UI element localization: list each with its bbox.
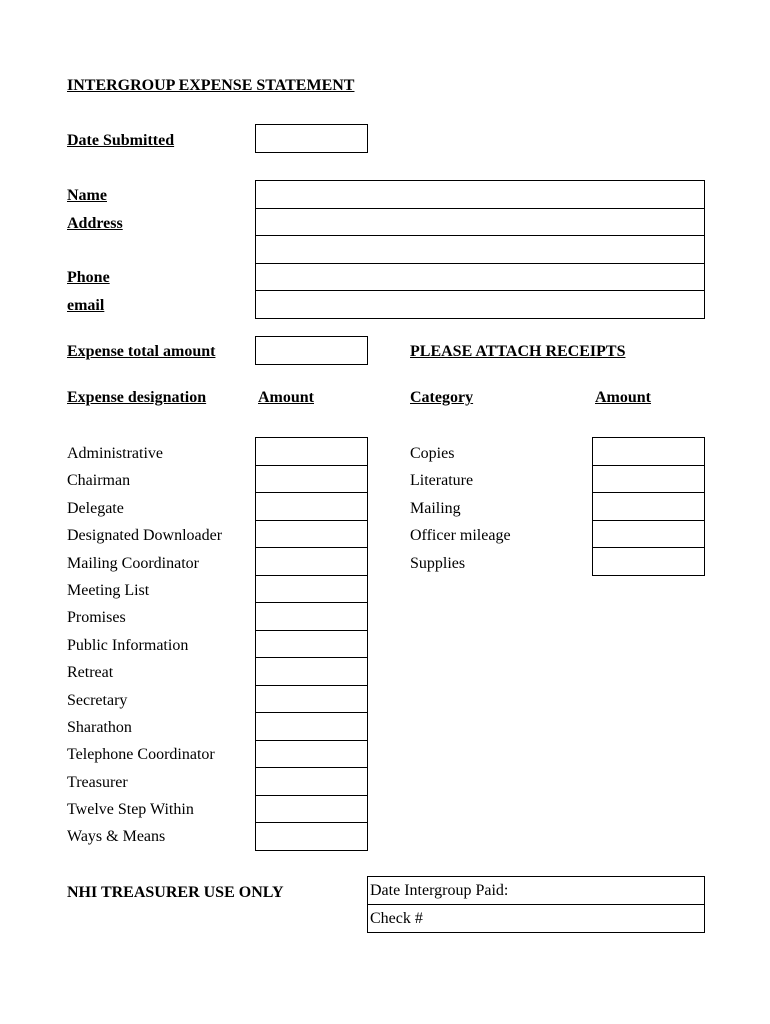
- amount-field[interactable]: [255, 795, 368, 824]
- list-item: Promises: [67, 609, 126, 627]
- designation-amount-header: Amount: [258, 389, 315, 406]
- expense-total-label: Expense total amount: [67, 343, 216, 360]
- date-submitted-label: Date Submitted: [67, 132, 175, 149]
- amount-field[interactable]: [255, 602, 368, 631]
- category-header: Category: [410, 389, 474, 406]
- date-intergroup-paid-field[interactable]: [367, 876, 705, 905]
- amount-field[interactable]: [255, 767, 368, 796]
- name-label: Name: [67, 187, 107, 204]
- category-amount-header: Amount: [595, 389, 652, 406]
- date-intergroup-paid-label: Date Intergroup Paid:: [370, 882, 509, 899]
- address-line-2-field[interactable]: [255, 235, 705, 264]
- amount-field[interactable]: [255, 822, 368, 851]
- email-label: email: [67, 297, 105, 314]
- list-item: Treasurer: [67, 773, 128, 791]
- list-item: Delegate: [67, 499, 124, 517]
- list-item: Mailing Coordinator: [67, 554, 199, 572]
- amount-field[interactable]: [255, 685, 368, 714]
- list-item: Copies: [410, 445, 455, 462]
- list-item: Literature: [410, 472, 474, 490]
- amount-field[interactable]: [255, 630, 368, 659]
- list-item: Secretary: [67, 691, 128, 709]
- list-item: Supplies: [410, 554, 466, 572]
- amount-field[interactable]: [255, 520, 368, 549]
- designation-list: [67, 440, 222, 851]
- amount-field[interactable]: [255, 712, 368, 741]
- list-item: Telephone Coordinator: [67, 746, 215, 764]
- date-submitted-field[interactable]: [255, 124, 368, 153]
- amount-field[interactable]: [592, 492, 705, 521]
- expense-total-field[interactable]: [255, 336, 368, 365]
- phone-label: Phone: [67, 269, 110, 286]
- list-item: Twelve Step Within: [67, 801, 194, 819]
- list-item: Designated Downloader: [67, 527, 223, 545]
- amount-field[interactable]: [255, 575, 368, 604]
- list-item: Administrative: [67, 445, 163, 462]
- amount-field[interactable]: [255, 657, 368, 686]
- email-field[interactable]: [255, 290, 705, 319]
- list-item: Sharathon: [67, 718, 132, 736]
- list-item: Public Information: [67, 636, 189, 654]
- attach-receipts-note: PLEASE ATTACH RECEIPTS: [410, 343, 626, 360]
- list-item: Ways & Means: [67, 828, 166, 846]
- list-item: Retreat: [67, 664, 114, 682]
- expense-designation-header: Expense designation: [67, 389, 207, 406]
- list-item: Chairman: [67, 472, 131, 490]
- list-item: Officer mileage: [410, 527, 511, 545]
- treasurer-use-label: NHI TREASURER USE ONLY: [67, 884, 284, 901]
- list-item: Mailing: [410, 499, 461, 517]
- category-list: [410, 440, 511, 577]
- address-line-1-field[interactable]: [255, 208, 705, 237]
- amount-field[interactable]: [592, 437, 705, 466]
- amount-field[interactable]: [255, 492, 368, 521]
- designation-amount-fields: [255, 437, 368, 851]
- amount-field[interactable]: [255, 465, 368, 494]
- check-number-label: Check #: [370, 909, 423, 927]
- amount-field[interactable]: [255, 740, 368, 769]
- amount-field[interactable]: [592, 465, 705, 494]
- contact-fields: [255, 180, 705, 319]
- phone-field[interactable]: [255, 263, 705, 292]
- name-field[interactable]: [255, 180, 705, 209]
- form-title: INTERGROUP EXPENSE STATEMENT: [67, 77, 355, 94]
- amount-field[interactable]: [255, 437, 368, 466]
- amount-field[interactable]: [255, 547, 368, 576]
- check-number-field[interactable]: [367, 904, 705, 933]
- address-label: Address: [67, 215, 123, 232]
- category-amount-fields: [592, 437, 705, 576]
- treasurer-fields: [367, 876, 705, 933]
- amount-field[interactable]: [592, 547, 705, 576]
- amount-field[interactable]: [592, 520, 705, 549]
- list-item: Meeting List: [67, 581, 150, 599]
